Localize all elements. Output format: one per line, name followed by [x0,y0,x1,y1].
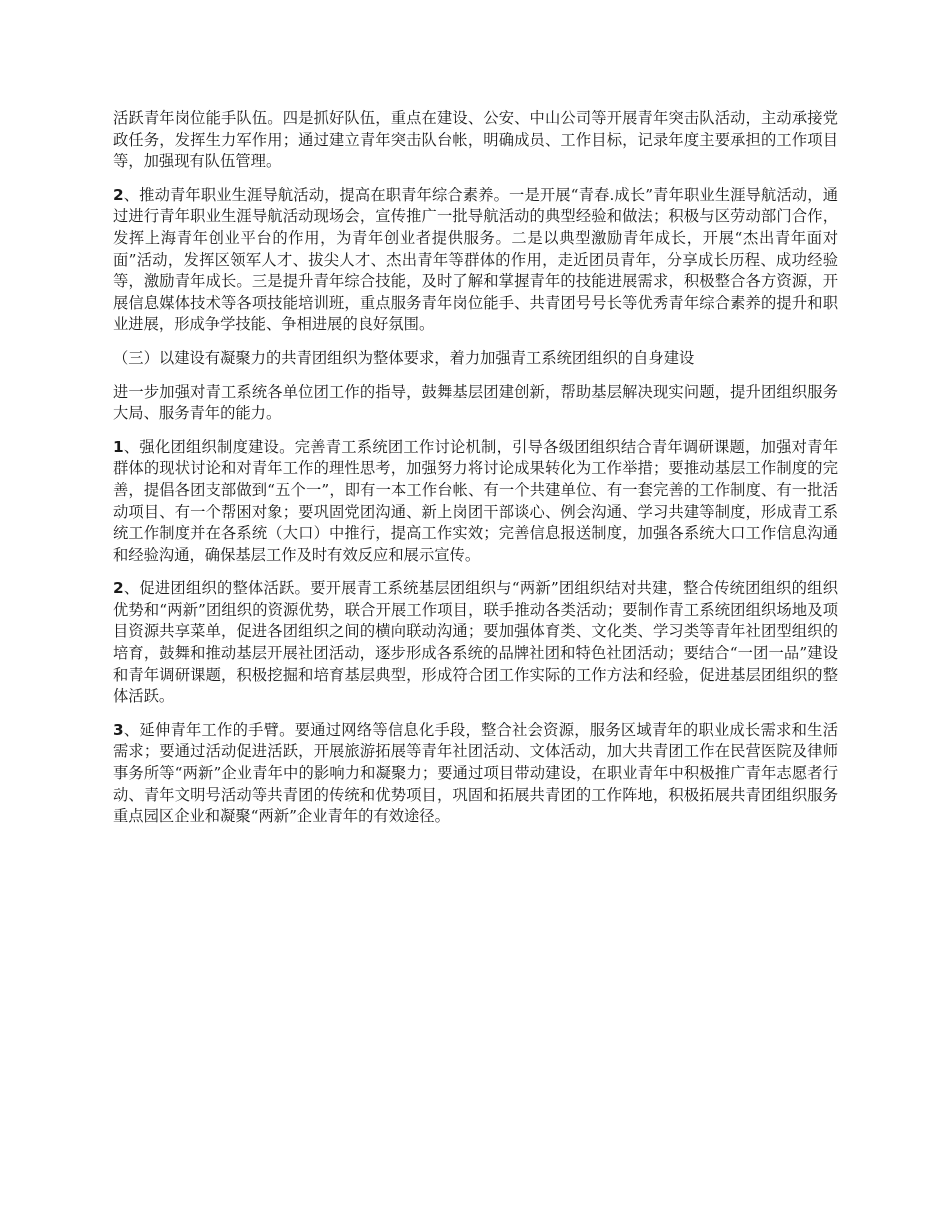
paragraph-text: 、延伸青年工作的手臂。要通过网络等信息化手段，整合社会资源，服务区域青年的职业成长需求和生活需求；要通过活动促进活跃，开展旅游拓展等青年社团活动、文体活动，加大共青团工作在民营医院及律师事务所等“两新”企业青年中的影响力和凝聚力；要通过项目带动建设，在职业青年中积极推广青年志愿者行动、青年文明号活动等共青团的传统和优势项目，巩固和拓展共青团的工作阵地，积极拓展共青团组织服务重点园区企业和凝聚“两新”企业青年的有效途径。 [113,720,838,826]
document-page [113,108,838,840]
paragraph-extend-youth-work [113,720,838,828]
paragraph-team-management [113,108,838,173]
paragraph-number: 1 [113,437,124,456]
paragraph-text: 、促进团组织的整体活跃。要开展青工系统基层团组织与“两新”团组织结对共建，整合传统团组织的组织优势和“两新”团组织的资源优势，联合开展工作项目，联手推动各类活动；要制作青工系统团组织场地及项目资源共享菜单，促进各团组织之间的横向联动沟通；要加强体育类、文化类、学习类等青年社团型组织的培育，鼓舞和推动基层开展社团活动，逐步形成各系统的品牌社团和特色社团活动；要结合“一团一品”建设和青年调研课题，积极挖掘和培育基层典型，形成符合团工作实际的工作方法和经验，促进基层团组织的整体活跃。 [113,579,838,706]
paragraph-text: 、强化团组织制度建设。完善青工系统团工作讨论机制，引导各级团组织结合青年调研课题，加强对青年群体的现状讨论和对青年工作的理性思考，加强努力将讨论成果转化为工作举措；要推动基层工作制度的完善，提倡各团支部做到“五个一”，即有一本工作台帐、有一个共建单位、有一套完善的工作制度、有一批活动项目、有一个帮困对象；要巩固党团沟通、新上岗团干部谈心、例会沟通、学习共建等制度，形成青工系统工作制度并在各系统（大口）中推行，提高工作实效；完善信息报送制度，加强各系统大口工作信息沟通和经验沟通，确保基层工作及时有效反应和展示宣传。 [113,437,838,564]
paragraph-text: 活跃青年岗位能手队伍。四是抓好队伍，重点在建设、公安、中山公司等开展青年突击队活动，主动承接党政任务，发挥生力军作用；通过建立青年突击队台帐，明确成员、工作目标，记录年度主要承担的工作项目等，加强现有队伍管理。 [113,109,838,171]
paragraph-organization-activity [113,578,838,708]
paragraph-number: 2 [113,579,124,598]
paragraph-text: 进一步加强对青工系统各单位团工作的指导，鼓舞基层团建创新，帮助基层解决现实问题，提升团组织服务大局、服务青年的能力。 [113,382,838,423]
paragraph-system-building [113,437,838,567]
paragraph-career-navigation [113,185,838,336]
paragraph-number: 2 [113,185,124,204]
paragraph-guidance [113,382,838,425]
paragraph-text: 、推动青年职业生涯导航活动，提高在职青年综合素养。一是开展“青春.成长”青年职业生涯导航活动，通过进行青年职业生涯导航活动现场会，宣传推广一批导航活动的典型经验和做法；积极与区劳动部门合作，发挥上海青年创业平台的作用，为青年创业者提供服务。二是以典型激励青年成长，开展“杰出青年面对面”活动，发挥区领军人才、拔尖人才、杰出青年等群体的作用，走近团员青年，分享成长历程、成功经验等，激励青年成长。三是提升青年综合技能，及时了解和掌握青年的技能进展需求，积极整合各方资源，开展信息媒体技术等各项技能培训班，重点服务青年岗位能手、共青团号号长等优秀青年综合素养的提升和职业进展，形成争学技能、争相进展的良好氛围。 [113,185,838,334]
paragraph-number: 3 [113,720,124,739]
section-heading-text: （三）以建设有凝聚力的共青团组织为整体要求，着力加强青工系统团组织的自身建设 [113,348,695,367]
section-heading [113,348,838,370]
